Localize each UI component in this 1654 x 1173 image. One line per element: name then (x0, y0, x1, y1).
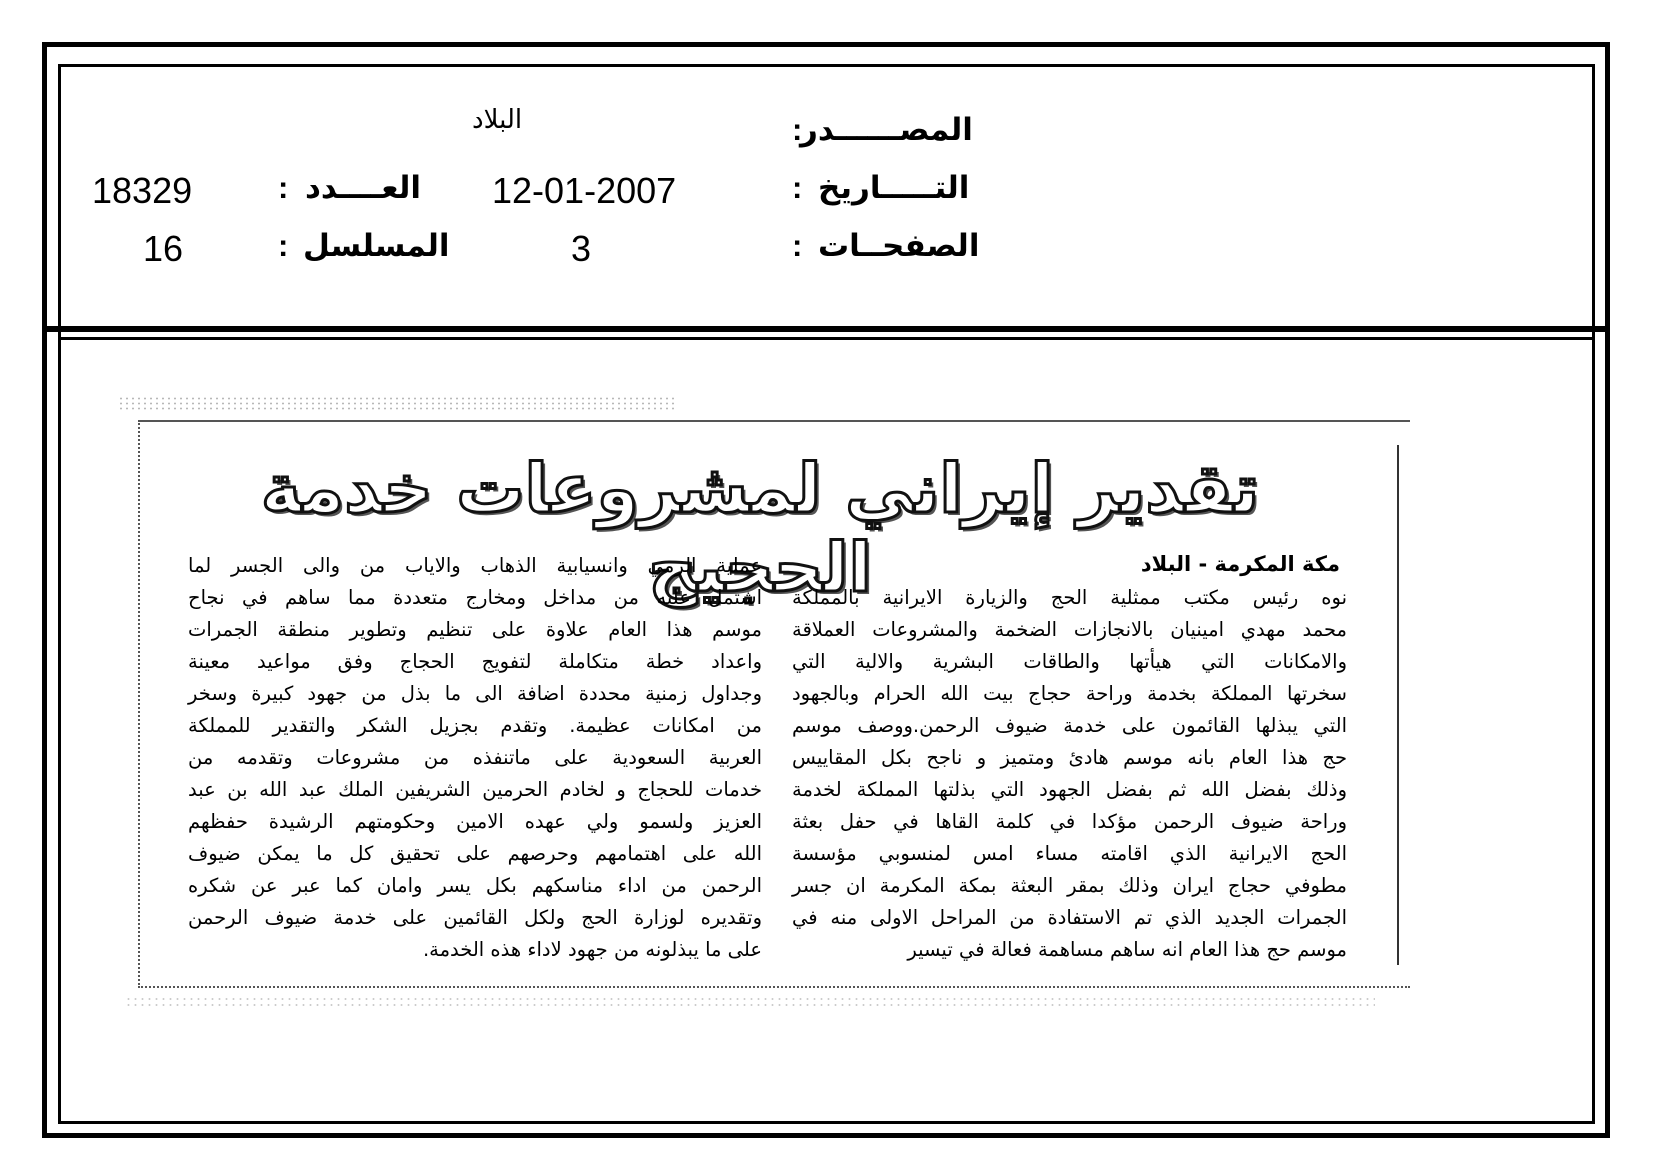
article-line: وتقديره لوزارة الحج ولكل القائمين على خدمة ضيوف الرحمن (188, 906, 762, 929)
article-line: وذلك بفضل الله ثم بفضل الجهود التي بذلتها المملكة لخدمة (792, 778, 1347, 801)
article-headline: تقدير إيراني لمشروعات خدمة الحجيج (260, 450, 1260, 608)
date-colon: : (792, 170, 803, 205)
issue-colon: : (278, 170, 289, 205)
article-line: عملية الرمي وانسيابية الذهاب والاياب من والى الجسر لما (188, 554, 762, 577)
article-line: اشتمل عليه من مداخل ومخارج متعددة مما ساهم في نجاح (188, 586, 762, 609)
article-line: من امكانات عظيمة. وتقدم بجزيل الشكر والتقدير للمملكة (188, 714, 762, 737)
article-line: موسم هذا العام علاوة على تنظيم وتطوير منطقة الجمرات (188, 618, 762, 641)
serial-label: المسلسل (303, 228, 450, 263)
article-line: واعداد خطة متكاملة لتفويج الحجاج وفق مواعيد معينة (188, 650, 762, 673)
issue-value: 18329 (92, 170, 193, 211)
article-line: على ما يبذلونه من جهود لاداء هذه الخدمة. (422, 938, 762, 961)
article-line: حج هذا العام بانه موسم هادئ ومتميز و ناجح بكل المقاييس (792, 746, 1347, 769)
article-line: الحج الايرانية الذي اقامته مساء امس لمنسوبي مؤسسة (792, 842, 1347, 865)
scan-noise-bottom (125, 996, 1375, 1008)
header-divider-inner (58, 337, 1595, 340)
header-divider (42, 326, 1610, 332)
issue-label: العــــدد (305, 170, 421, 205)
article-line: محمد مهدي امينيان بالانجازات الضخمة والمشروعات العملاقة (792, 618, 1347, 641)
source-label: المصــــــدر (800, 112, 973, 147)
serial-value: 16 (143, 228, 184, 269)
article-line: العزيز ولسمو ولي عهده الامين وحكومتهم الرشيدة حفظهم (188, 810, 762, 833)
clipping-column-rule (1397, 445, 1399, 965)
article-line: الله على اهتمامهم وحرصهم على تحقيق كل ما يمكن ضيوف (188, 842, 762, 865)
pages-colon: : (792, 228, 803, 263)
article-line: والامكانات التي هيأتها والطاقات البشرية والالية التي (792, 650, 1347, 673)
date-value: 12-01-2007 (492, 170, 677, 211)
article-line: الجمرات الجديد الذي تم الاستفادة من المراحل الاولى منه في (792, 906, 1347, 929)
article-line: الرحمن من اداء مناسكهم بكل يسر وامان كما عبر عن شكره (188, 874, 762, 897)
serial-colon: : (278, 228, 289, 263)
article-byline: مكة المكرمة - البلاد (1140, 552, 1340, 576)
article-line: نوه رئيس مكتب ممثلية الحج والزيارة الايرانية بالمملكة (792, 586, 1347, 609)
source-value: البلاد (472, 104, 523, 134)
article-line: خدمات للحجاج و لخادم الحرمين الشريفين الملك عبد الله بن عبد (188, 778, 762, 801)
article-line: وجداول زمنية محددة اضافة الى ما بذل من جهود كبيرة وسخر (188, 682, 762, 705)
article-column-left (188, 550, 762, 966)
article-line: سخرتها المملكة بخدمة وراحة حجاج بيت الله الحرام وبالجهود (792, 682, 1347, 705)
scan-noise-top (118, 396, 678, 412)
article-line: العربية السعودية على ماتنفذه من مشروعات وتقدمه من (188, 746, 762, 769)
date-label: التـــــاريخ (818, 170, 970, 205)
article-line: موسم حج هذا العام انه ساهم مساهمة فعالة في تيسير (907, 938, 1347, 961)
article-column-right (792, 582, 1347, 966)
article-line: مطوفي حجاج ايران وذلك بمقر البعثة بمكة المكرمة ان جسر (792, 874, 1347, 897)
source-colon: : (792, 112, 803, 147)
pages-label: الصفحــات (818, 228, 980, 263)
pages-value: 3 (571, 228, 592, 269)
article-line: التي يبذلها القائمون على خدمة ضيوف الرحمن.ووصف موسم (792, 714, 1347, 737)
article-line: وراحة ضيوف الرحمن مؤكدا في كلمة القاها في حفل بعثة (792, 810, 1347, 833)
